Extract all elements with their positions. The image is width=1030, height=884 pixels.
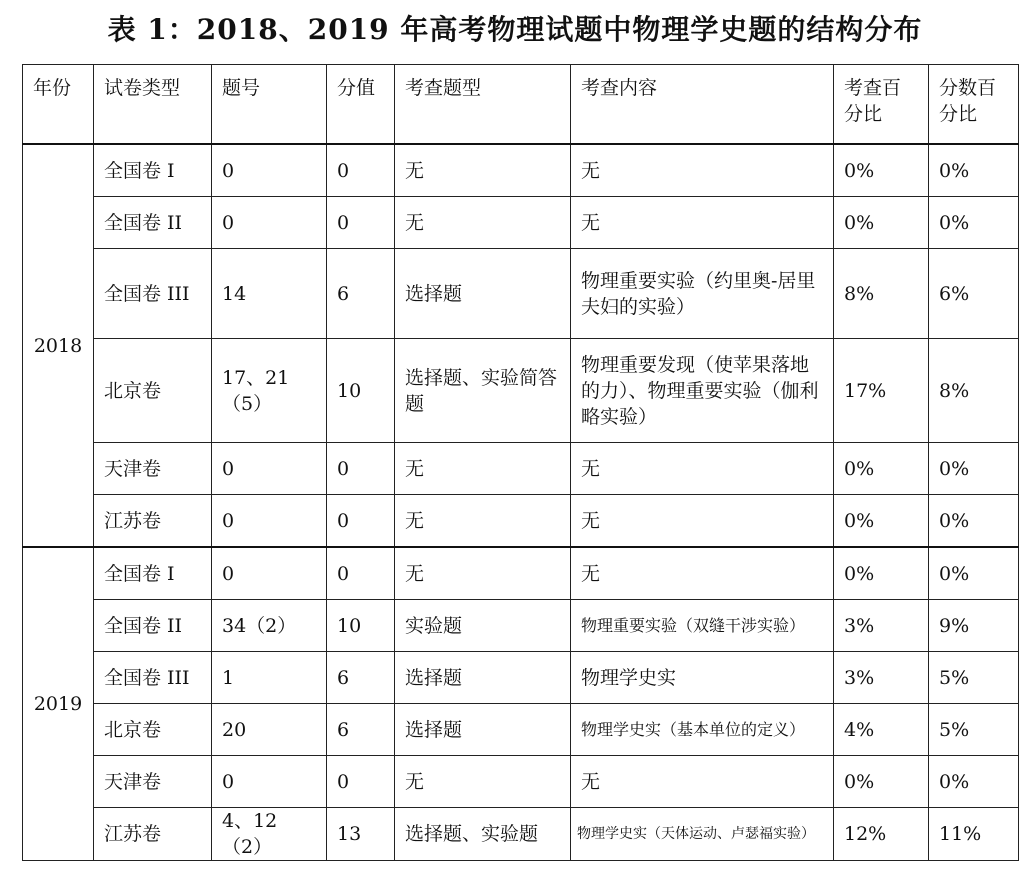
score-pct-cell: 0% bbox=[929, 197, 1019, 249]
score-cell: 10 bbox=[327, 600, 395, 652]
number-cell: 20 bbox=[212, 704, 327, 756]
type-cell: 选择题、实验题 bbox=[395, 808, 571, 861]
year-cell: 2019 bbox=[23, 547, 94, 861]
score-pct-cell: 5% bbox=[929, 704, 1019, 756]
score-pct-cell: 8% bbox=[929, 339, 1019, 443]
content-cell: 无 bbox=[571, 443, 834, 495]
score-cell: 6 bbox=[327, 249, 395, 339]
type-cell: 无 bbox=[395, 443, 571, 495]
header-cell: 年份 bbox=[23, 65, 94, 145]
score-cell: 0 bbox=[327, 756, 395, 808]
score-cell: 0 bbox=[327, 495, 395, 548]
header-cell: 考查题型 bbox=[395, 65, 571, 145]
number-cell: 1 bbox=[212, 652, 327, 704]
paper-cell: 全国卷 II bbox=[94, 600, 212, 652]
number-cell: 17、21（5） bbox=[212, 339, 327, 443]
paper-cell: 北京卷 bbox=[94, 704, 212, 756]
table-row bbox=[23, 197, 1019, 249]
table-row bbox=[23, 339, 1019, 443]
content-cell: 无 bbox=[571, 547, 834, 600]
paper-cell: 全国卷 II bbox=[94, 197, 212, 249]
exam-pct-cell: 0% bbox=[834, 197, 929, 249]
score-pct-cell: 11% bbox=[929, 808, 1019, 861]
exam-pct-cell: 0% bbox=[834, 144, 929, 197]
content-cell: 物理重要实验（双缝干涉实验） bbox=[571, 600, 834, 652]
content-cell: 物理学史实 bbox=[571, 652, 834, 704]
type-cell: 无 bbox=[395, 547, 571, 600]
paper-cell: 天津卷 bbox=[94, 443, 212, 495]
header-cell: 分数百分比 bbox=[929, 65, 1019, 145]
paper-cell: 全国卷 I bbox=[94, 547, 212, 600]
exam-pct-cell: 4% bbox=[834, 704, 929, 756]
exam-pct-cell: 3% bbox=[834, 600, 929, 652]
type-cell: 实验题 bbox=[395, 600, 571, 652]
table-title: 表 1：2018、2019 年高考物理试题中物理学史题的结构分布 bbox=[107, 13, 923, 46]
content-cell: 无 bbox=[571, 495, 834, 548]
table-row bbox=[23, 144, 1019, 197]
content-cell: 无 bbox=[571, 197, 834, 249]
exam-pct-cell: 0% bbox=[834, 495, 929, 548]
number-cell: 0 bbox=[212, 144, 327, 197]
table-row bbox=[23, 547, 1019, 600]
header-cell: 试卷类型 bbox=[94, 65, 212, 145]
header-cell: 分值 bbox=[327, 65, 395, 145]
table-row bbox=[23, 600, 1019, 652]
table-row bbox=[23, 249, 1019, 339]
number-cell: 0 bbox=[212, 756, 327, 808]
number-cell: 0 bbox=[212, 443, 327, 495]
content-cell: 无 bbox=[571, 756, 834, 808]
table-row bbox=[23, 652, 1019, 704]
paper-cell: 全国卷 III bbox=[94, 249, 212, 339]
exam-pct-cell: 0% bbox=[834, 756, 929, 808]
header-cell: 考查内容 bbox=[571, 65, 834, 145]
score-pct-cell: 0% bbox=[929, 443, 1019, 495]
paper-cell: 江苏卷 bbox=[94, 808, 212, 861]
table-row bbox=[23, 808, 1019, 861]
type-cell: 无 bbox=[395, 144, 571, 197]
paper-cell: 北京卷 bbox=[94, 339, 212, 443]
score-cell: 6 bbox=[327, 704, 395, 756]
number-cell: 14 bbox=[212, 249, 327, 339]
score-pct-cell: 0% bbox=[929, 144, 1019, 197]
number-cell: 0 bbox=[212, 547, 327, 600]
type-cell: 无 bbox=[395, 495, 571, 548]
table-row bbox=[23, 756, 1019, 808]
header-cell: 考查百分比 bbox=[834, 65, 929, 145]
paper-cell: 江苏卷 bbox=[94, 495, 212, 548]
exam-pct-cell: 12% bbox=[834, 808, 929, 861]
table-row bbox=[23, 443, 1019, 495]
content-cell: 物理重要实验（约里奥-居里夫妇的实验） bbox=[571, 249, 834, 339]
score-cell: 0 bbox=[327, 144, 395, 197]
type-cell: 选择题 bbox=[395, 652, 571, 704]
type-cell: 无 bbox=[395, 197, 571, 249]
exam-pct-cell: 17% bbox=[834, 339, 929, 443]
header-cell: 题号 bbox=[212, 65, 327, 145]
type-cell: 选择题、实验简答题 bbox=[395, 339, 571, 443]
number-cell: 34（2） bbox=[212, 600, 327, 652]
type-cell: 无 bbox=[395, 756, 571, 808]
content-cell: 无 bbox=[571, 144, 834, 197]
score-cell: 0 bbox=[327, 443, 395, 495]
score-pct-cell: 9% bbox=[929, 600, 1019, 652]
history-table bbox=[22, 64, 1019, 861]
exam-pct-cell: 0% bbox=[834, 547, 929, 600]
score-cell: 0 bbox=[327, 197, 395, 249]
paper-cell: 全国卷 III bbox=[94, 652, 212, 704]
table-row bbox=[23, 704, 1019, 756]
exam-pct-cell: 8% bbox=[834, 249, 929, 339]
score-cell: 6 bbox=[327, 652, 395, 704]
score-pct-cell: 6% bbox=[929, 249, 1019, 339]
score-pct-cell: 5% bbox=[929, 652, 1019, 704]
score-pct-cell: 0% bbox=[929, 495, 1019, 548]
table-row bbox=[23, 495, 1019, 548]
score-pct-cell: 0% bbox=[929, 756, 1019, 808]
number-cell: 0 bbox=[212, 495, 327, 548]
content-cell: 物理学史实（基本单位的定义） bbox=[571, 704, 834, 756]
exam-pct-cell: 3% bbox=[834, 652, 929, 704]
number-cell: 4、12（2） bbox=[212, 808, 327, 861]
year-cell: 2018 bbox=[23, 144, 94, 547]
score-pct-cell: 0% bbox=[929, 547, 1019, 600]
paper-cell: 天津卷 bbox=[94, 756, 212, 808]
type-cell: 选择题 bbox=[395, 249, 571, 339]
exam-pct-cell: 0% bbox=[834, 443, 929, 495]
type-cell: 选择题 bbox=[395, 704, 571, 756]
score-cell: 13 bbox=[327, 808, 395, 861]
score-cell: 10 bbox=[327, 339, 395, 443]
number-cell: 0 bbox=[212, 197, 327, 249]
content-cell: 物理重要发现（使苹果落地的力）、物理重要实验（伽利略实验） bbox=[571, 339, 834, 443]
score-cell: 0 bbox=[327, 547, 395, 600]
header-row bbox=[23, 65, 1019, 145]
content-cell: 物理学史实（天体运动、卢瑟福实验） bbox=[571, 808, 834, 861]
paper-cell: 全国卷 I bbox=[94, 144, 212, 197]
